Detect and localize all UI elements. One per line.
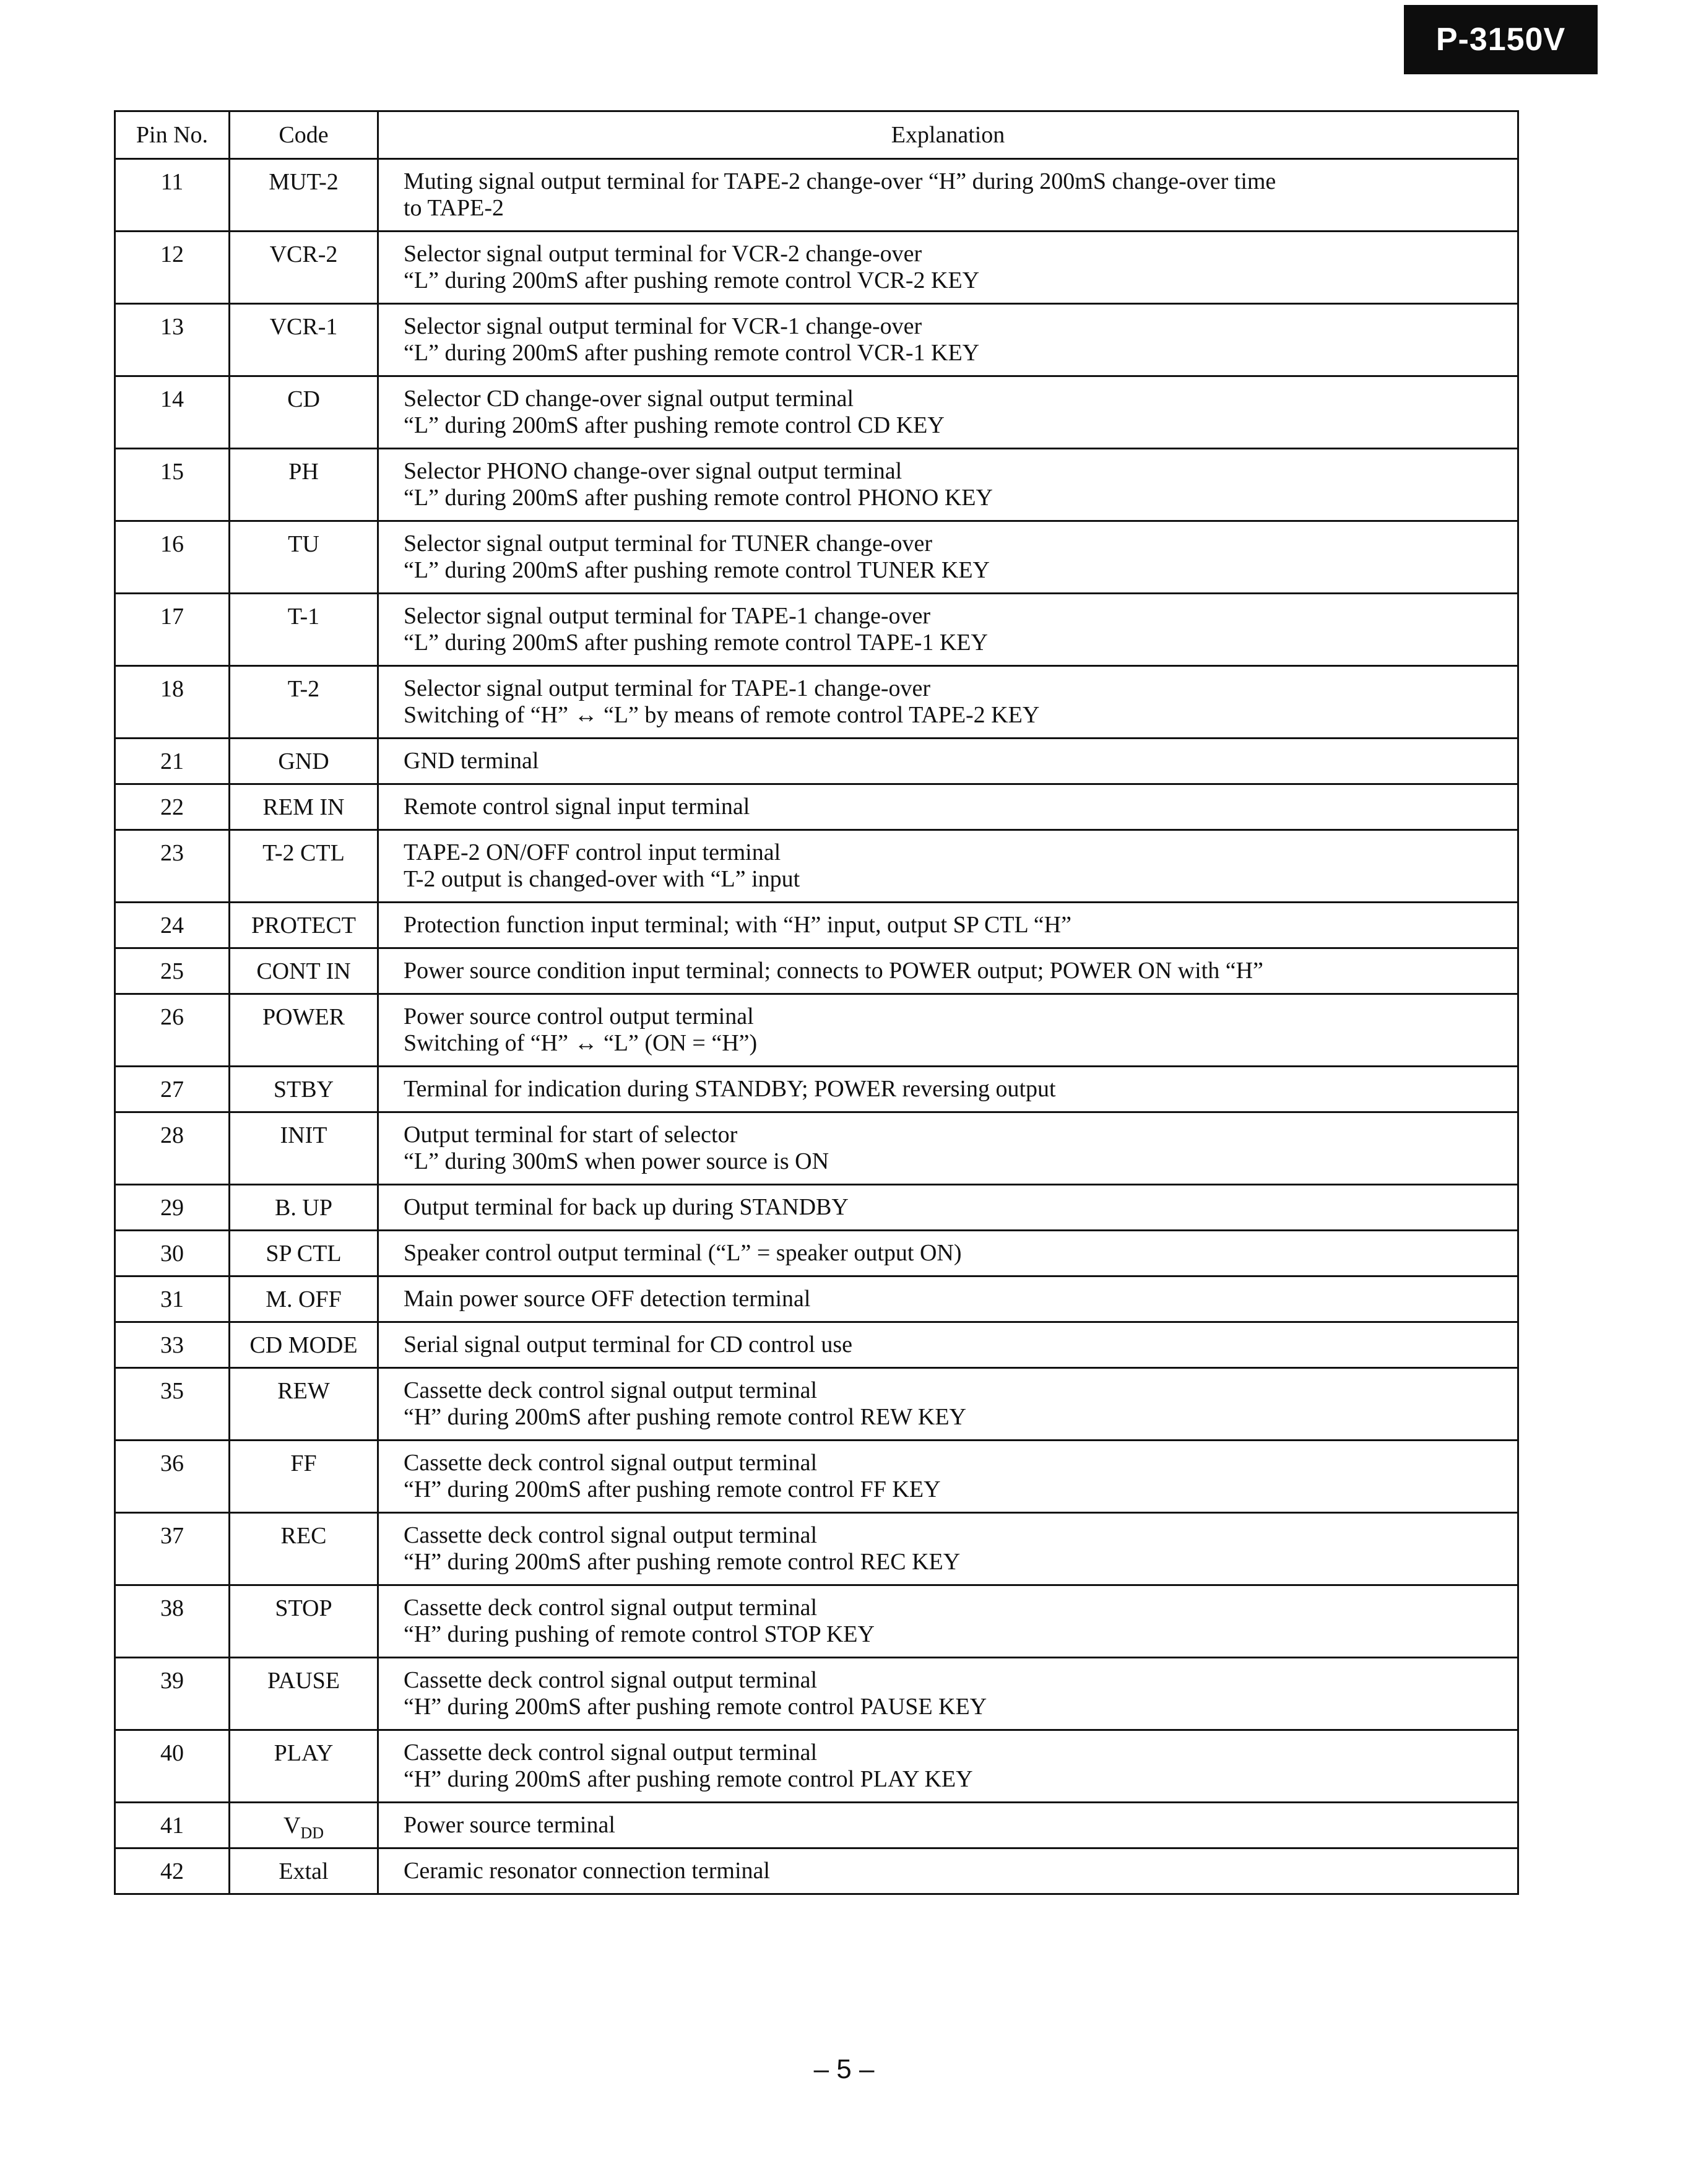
pin-code	[230, 1848, 378, 1894]
pin-number: 31	[115, 1276, 230, 1322]
explanation-line: Serial signal output terminal for CD control use	[404, 1332, 853, 1358]
pin-code-text: CD MODE	[249, 1332, 358, 1358]
explanation-line: “L” during 300mS when power source is ON	[404, 1148, 829, 1174]
pin-code	[230, 449, 378, 521]
table-row	[115, 1231, 1518, 1276]
pin-code	[230, 948, 378, 994]
pin-code-text: POWER	[262, 1004, 345, 1030]
explanation-line: “H” during 200mS after pushing remote control PLAY KEY	[404, 1766, 973, 1792]
pin-code	[230, 1276, 378, 1322]
pin-code-text: T-1	[287, 604, 320, 630]
pin-code-text: PH	[288, 459, 319, 485]
explanation-line: Terminal for indication during STANDBY; POWER reversing output	[404, 1076, 1056, 1102]
pin-code	[230, 739, 378, 784]
pin-code	[230, 903, 378, 948]
pin-explanation	[378, 739, 1518, 784]
pin-code-text: B. UP	[275, 1195, 332, 1221]
explanation-line: “H” during 200mS after pushing remote control FF KEY	[404, 1476, 941, 1502]
pin-code	[230, 1322, 378, 1368]
pin-number: 38	[115, 1585, 230, 1658]
pin-code	[230, 1441, 378, 1513]
explanation-line: Power source control output terminal	[404, 1003, 754, 1029]
table-row	[115, 1658, 1518, 1730]
explanation-line: Protection function input terminal; with “H” input, output SP CTL “H”	[404, 912, 1071, 938]
pin-number: 27	[115, 1067, 230, 1112]
pin-number: 18	[115, 666, 230, 739]
pin-number: 30	[115, 1231, 230, 1276]
explanation-line: Cassette deck control signal output terminal	[404, 1522, 818, 1548]
pin-code	[230, 1513, 378, 1585]
table-row	[115, 1276, 1518, 1322]
pin-number: 21	[115, 739, 230, 784]
pin-code	[230, 994, 378, 1067]
table-row	[115, 666, 1518, 739]
pin-code-text: TU	[288, 531, 319, 557]
pin-code	[230, 784, 378, 830]
pin-code	[230, 1730, 378, 1803]
table-row	[115, 1513, 1518, 1585]
pin-explanation	[378, 376, 1518, 449]
pin-explanation	[378, 1231, 1518, 1276]
pin-explanation	[378, 1112, 1518, 1185]
table-row	[115, 1368, 1518, 1441]
pin-code-text: MUT-2	[269, 169, 339, 195]
explanation-line: “H” during 200mS after pushing remote control REC KEY	[404, 1549, 961, 1575]
explanation-line: Selector signal output terminal for TAPE-1 change-over	[404, 675, 931, 701]
explanation-line: Switching of “H” ↔ “L” by means of remote control TAPE-2 KEY	[404, 702, 1040, 728]
explanation-line: Cassette deck control signal output terminal	[404, 1740, 818, 1766]
pin-explanation	[378, 1067, 1518, 1112]
pin-number: 17	[115, 594, 230, 666]
pin-number: 42	[115, 1848, 230, 1894]
table-row	[115, 521, 1518, 594]
pin-code	[230, 376, 378, 449]
explanation-line: Ceramic resonator connection terminal	[404, 1858, 770, 1884]
explanation-line: Remote control signal input terminal	[404, 794, 750, 820]
pin-number: 23	[115, 830, 230, 903]
table-row	[115, 1112, 1518, 1185]
pin-number: 25	[115, 948, 230, 994]
pin-code	[230, 1231, 378, 1276]
pin-explanation	[378, 830, 1518, 903]
pin-number: 41	[115, 1803, 230, 1848]
pin-code-text: M. OFF	[266, 1286, 342, 1312]
table-row	[115, 594, 1518, 666]
pin-code-text: VCR-1	[269, 314, 338, 340]
pin-explanation	[378, 1730, 1518, 1803]
pin-number: 37	[115, 1513, 230, 1585]
header-code: Code	[230, 111, 378, 159]
table-row	[115, 1067, 1518, 1112]
pin-number: 40	[115, 1730, 230, 1803]
explanation-line: to TAPE-2	[404, 195, 504, 221]
pin-code	[230, 159, 378, 232]
pin-code	[230, 1585, 378, 1658]
pin-code-text: VCR-2	[269, 241, 338, 267]
explanation-line: “H” during 200mS after pushing remote control REW KEY	[404, 1404, 966, 1430]
pin-code-text: T-2 CTL	[262, 840, 345, 866]
explanation-line: Cassette deck control signal output terminal	[404, 1667, 818, 1693]
pin-explanation	[378, 232, 1518, 304]
pin-explanation	[378, 1185, 1518, 1231]
pin-code-text: PLAY	[274, 1740, 334, 1766]
table-row	[115, 784, 1518, 830]
pin-code	[230, 594, 378, 666]
pin-code	[230, 232, 378, 304]
table-row	[115, 1585, 1518, 1658]
explanation-line: TAPE-2 ON/OFF control input terminal	[404, 839, 781, 865]
table-body	[115, 159, 1518, 1894]
pin-number: 39	[115, 1658, 230, 1730]
pin-code-text: STOP	[275, 1595, 332, 1621]
pin-code	[230, 1368, 378, 1441]
explanation-line: “L” during 200mS after pushing remote control TAPE-1 KEY	[404, 630, 988, 656]
pin-code-subscript: DD	[300, 1824, 324, 1842]
explanation-line: Cassette deck control signal output terminal	[404, 1595, 818, 1621]
explanation-line: Selector PHONO change-over signal output terminal	[404, 458, 902, 484]
explanation-line: Selector CD change-over signal output terminal	[404, 386, 854, 412]
pin-explanation	[378, 449, 1518, 521]
table-row	[115, 994, 1518, 1067]
pin-explanation	[378, 1322, 1518, 1368]
table-row	[115, 159, 1518, 232]
explanation-line: “H” during pushing of remote control STOP KEY	[404, 1621, 875, 1647]
pin-number: 28	[115, 1112, 230, 1185]
pin-code	[230, 666, 378, 739]
pin-number: 14	[115, 376, 230, 449]
table-row	[115, 232, 1518, 304]
pin-code	[230, 1067, 378, 1112]
pin-code-text: FF	[290, 1450, 317, 1476]
pin-number: 16	[115, 521, 230, 594]
pin-code	[230, 1803, 378, 1848]
table-row	[115, 830, 1518, 903]
explanation-line: Selector signal output terminal for VCR-1 change-over	[404, 313, 922, 339]
explanation-line: Selector signal output terminal for TAPE-1 change-over	[404, 603, 931, 629]
pin-code-text: REC	[280, 1523, 327, 1549]
explanation-line: Output terminal for back up during STANDBY	[404, 1194, 849, 1220]
explanation-line: Selector signal output terminal for TUNER change-over	[404, 531, 933, 557]
pin-number: 26	[115, 994, 230, 1067]
table-header-row	[115, 111, 1518, 159]
pin-explanation	[378, 1368, 1518, 1441]
table-row	[115, 1730, 1518, 1803]
header-explanation: Explanation	[378, 111, 1518, 159]
explanation-line: “L” during 200mS after pushing remote control PHONO KEY	[404, 485, 993, 511]
table-row	[115, 1441, 1518, 1513]
explanation-line: Speaker control output terminal (“L” = speaker output ON)	[404, 1240, 962, 1266]
table-row	[115, 1848, 1518, 1894]
pin-code-text: INIT	[280, 1122, 327, 1148]
pin-code-text: Extal	[279, 1858, 329, 1884]
pin-number: 12	[115, 232, 230, 304]
table-row	[115, 449, 1518, 521]
pin-explanation	[378, 594, 1518, 666]
pin-explanation	[378, 159, 1518, 232]
explanation-line: Switching of “H” ↔ “L” (ON = “H”)	[404, 1030, 758, 1056]
table-row	[115, 1322, 1518, 1368]
pin-explanation	[378, 1848, 1518, 1894]
pin-number: 36	[115, 1441, 230, 1513]
table-row	[115, 376, 1518, 449]
pin-code	[230, 304, 378, 376]
explanation-line: T-2 output is changed-over with “L” input	[404, 866, 800, 892]
pin-table	[114, 110, 1519, 1895]
pin-code	[230, 1112, 378, 1185]
explanation-line: Main power source OFF detection terminal	[404, 1286, 811, 1312]
pin-code	[230, 1185, 378, 1231]
pin-number: 13	[115, 304, 230, 376]
pin-number: 29	[115, 1185, 230, 1231]
pin-code-text: REW	[277, 1378, 330, 1404]
pin-explanation	[378, 994, 1518, 1067]
pin-explanation	[378, 903, 1518, 948]
pin-explanation	[378, 1585, 1518, 1658]
pin-code-text: GND	[278, 748, 329, 774]
explanation-line: Power source terminal	[404, 1812, 615, 1838]
explanation-line: “L” during 200mS after pushing remote control CD KEY	[404, 412, 945, 438]
pin-code-text: CD	[287, 386, 320, 412]
pin-number: 22	[115, 784, 230, 830]
pin-number: 11	[115, 159, 230, 232]
pin-code	[230, 521, 378, 594]
explanation-line: Output terminal for start of selector	[404, 1122, 738, 1148]
explanation-line: “H” during 200mS after pushing remote control PAUSE KEY	[404, 1694, 987, 1720]
explanation-line: Selector signal output terminal for VCR-2 change-over	[404, 241, 922, 267]
pin-explanation	[378, 1276, 1518, 1322]
explanation-line: Power source condition input terminal; connects to POWER output; POWER ON with “H”	[404, 958, 1263, 984]
pin-explanation	[378, 1658, 1518, 1730]
explanation-line: Cassette deck control signal output terminal	[404, 1450, 818, 1476]
pin-explanation	[378, 1441, 1518, 1513]
table-row	[115, 739, 1518, 784]
explanation-line: “L” during 200mS after pushing remote control VCR-1 KEY	[404, 340, 980, 366]
pin-number: 24	[115, 903, 230, 948]
pin-code-text: REM IN	[262, 794, 345, 820]
pin-number: 35	[115, 1368, 230, 1441]
explanation-line: “L” during 200mS after pushing remote control TUNER KEY	[404, 557, 990, 583]
model-badge: P-3150V	[1404, 5, 1598, 74]
pin-code	[230, 830, 378, 903]
table-row	[115, 304, 1518, 376]
header-pin-no: Pin No.	[115, 111, 230, 159]
table-row	[115, 948, 1518, 994]
pin-code	[230, 1658, 378, 1730]
table-row	[115, 903, 1518, 948]
pin-code-text: CONT IN	[256, 958, 351, 984]
explanation-line: GND terminal	[404, 748, 539, 774]
explanation-line: Cassette deck control signal output terminal	[404, 1377, 818, 1403]
page-number: – 5 –	[813, 2054, 875, 2084]
explanation-line: Muting signal output terminal for TAPE-2 change-over “H” during 200mS change-over time	[404, 168, 1276, 194]
pin-explanation	[378, 304, 1518, 376]
pin-explanation	[378, 1803, 1518, 1848]
pin-code-text: PROTECT	[251, 912, 356, 938]
pin-explanation	[378, 948, 1518, 994]
pin-number: 33	[115, 1322, 230, 1368]
pin-code-text: V	[283, 1813, 301, 1839]
pin-explanation	[378, 784, 1518, 830]
table-row	[115, 1803, 1518, 1848]
pin-explanation	[378, 1513, 1518, 1585]
pin-explanation	[378, 666, 1518, 739]
explanation-line: “L” during 200mS after pushing remote control VCR-2 KEY	[404, 267, 980, 293]
pin-code-text: STBY	[273, 1077, 334, 1103]
table-row	[115, 1185, 1518, 1231]
pin-code-text: T-2	[287, 676, 320, 702]
pin-code-text: SP CTL	[266, 1241, 342, 1267]
pin-number: 15	[115, 449, 230, 521]
pin-code-text: PAUSE	[267, 1668, 340, 1694]
pin-explanation	[378, 521, 1518, 594]
